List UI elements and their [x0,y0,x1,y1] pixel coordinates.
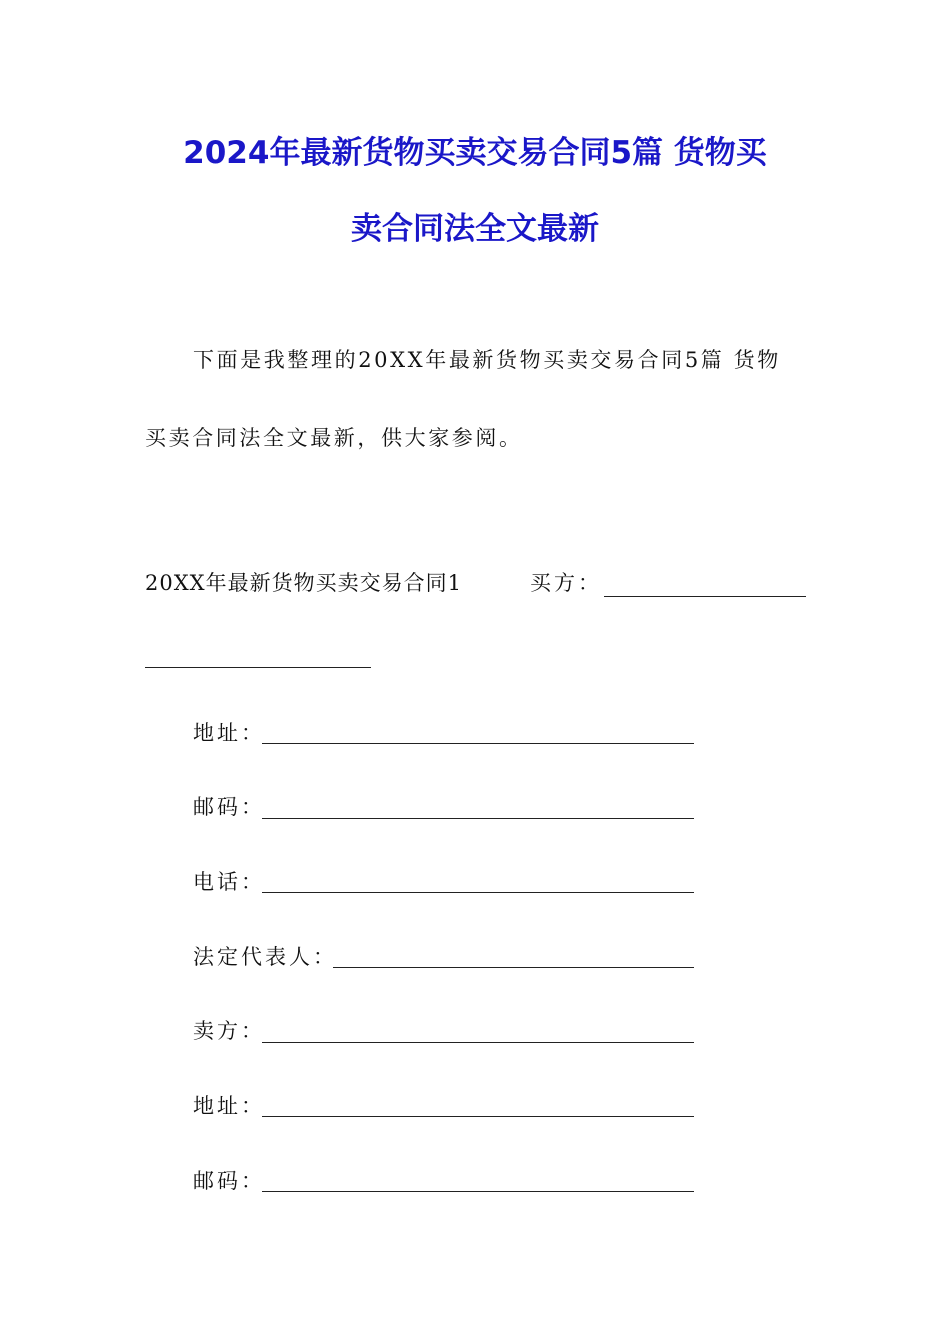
field-label-phone: 电话： [193,870,265,894]
buyer-blank-line [604,596,806,597]
field-label-seller-postcode: 邮码： [193,1169,265,1193]
field-label-seller-address: 地址： [193,1094,265,1118]
field-blank-legal-representative [333,967,694,968]
document-title-line-1: 2024年最新货物买卖交易合同5篇 货物买 [183,135,767,171]
field-blank-seller-postcode [262,1191,694,1192]
field-blank-seller [262,1042,694,1043]
field-blank-seller-address [262,1116,694,1117]
intro-paragraph-line-2: 买卖合同法全文最新，供大家参阅。 [145,426,523,450]
field-blank-address [262,743,694,744]
buyer-label: 买方： [530,571,602,595]
field-blank-phone [262,892,694,893]
field-label-seller: 卖方： [193,1019,265,1043]
field-blank-postcode [262,818,694,819]
contract-heading: 20XX年最新货物买卖交易合同1 [145,571,462,595]
field-label-address: 地址： [193,721,265,745]
field-label-legal-representative: 法定代表人： [193,945,337,969]
field-label-postcode: 邮码： [193,795,265,819]
intro-paragraph-line-1: 下面是我整理的20XX年最新货物买卖交易合同5篇 货物 [193,348,781,372]
buyer-blank-line-continued [145,667,371,668]
document-title-line-2: 卖合同法全文最新 [351,211,599,247]
